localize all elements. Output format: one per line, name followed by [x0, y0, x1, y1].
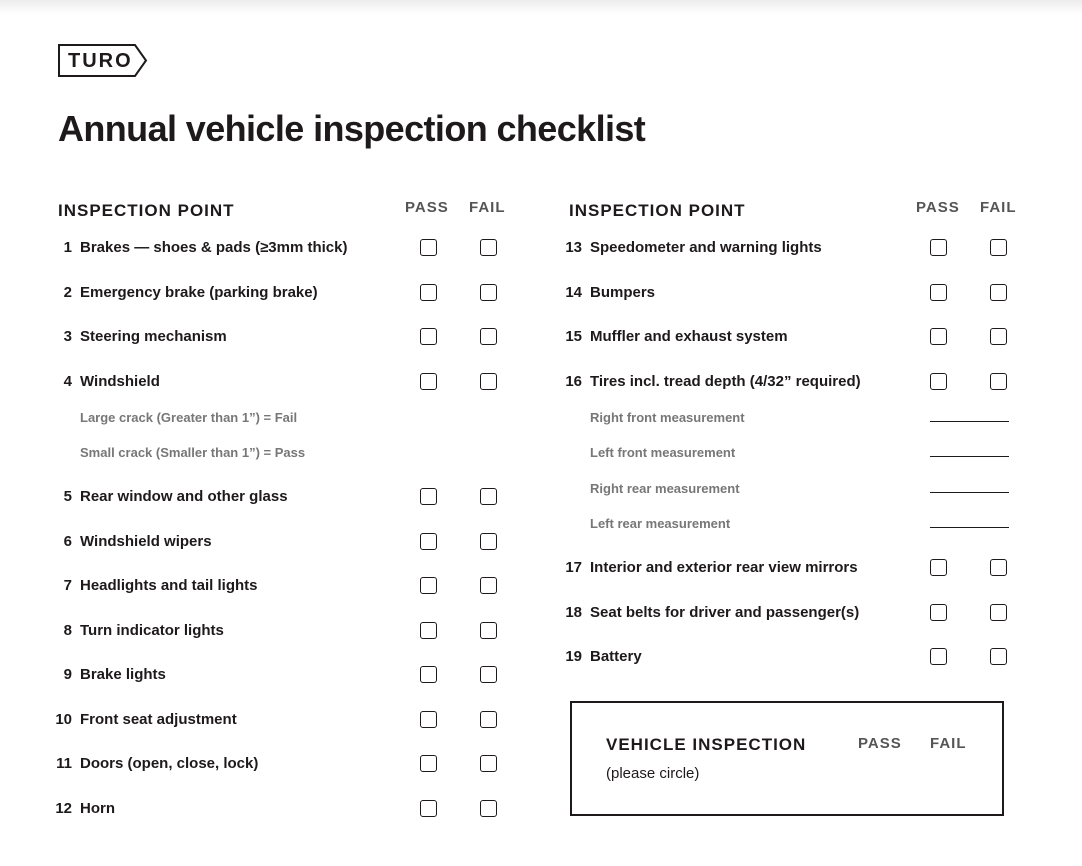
- result-fail-option[interactable]: FAIL: [930, 735, 967, 752]
- item-number: 7: [63, 577, 72, 594]
- item-label: Speedometer and warning lights: [590, 239, 822, 256]
- item-label: Headlights and tail lights: [80, 577, 258, 594]
- item-label: Steering mechanism: [80, 328, 227, 345]
- pass-checkbox[interactable]: [930, 239, 947, 256]
- pass-checkbox[interactable]: [420, 533, 437, 550]
- measurement-entry-line[interactable]: [930, 527, 1009, 528]
- item-label: Front seat adjustment: [80, 711, 237, 728]
- measurement-entry-line[interactable]: [930, 492, 1009, 493]
- checklist-row: [560, 236, 1030, 260]
- page-title: Annual vehicle inspection checklist: [58, 108, 646, 149]
- pass-checkbox[interactable]: [420, 488, 437, 505]
- left-checklist-column: [50, 190, 520, 830]
- item-number: 6: [63, 533, 72, 550]
- logo-text: TURO: [68, 50, 133, 72]
- fail-checkbox[interactable]: [480, 577, 497, 594]
- item-number: 11: [56, 755, 72, 772]
- tire-measurement-label: Left front measurement: [590, 445, 736, 460]
- item-label: Interior and exterior rear view mirrors: [590, 559, 858, 576]
- fail-checkbox[interactable]: [480, 711, 497, 728]
- pass-checkbox[interactable]: [930, 284, 947, 301]
- fail-checkbox[interactable]: [480, 666, 497, 683]
- fail-checkbox[interactable]: [990, 284, 1007, 301]
- vehicle-inspection-result-box: [570, 701, 1004, 816]
- item-number: 19: [565, 648, 582, 665]
- checklist-row: [50, 530, 520, 554]
- fail-header: FAIL: [980, 199, 1017, 216]
- checklist-row: [50, 281, 520, 305]
- checklist-row: [50, 663, 520, 687]
- fail-checkbox[interactable]: [990, 648, 1007, 665]
- tire-measurement-label: Right front measurement: [590, 410, 745, 425]
- checklist-row: [50, 752, 520, 776]
- checklist-row: [50, 574, 520, 598]
- item-label: Muffler and exhaust system: [590, 328, 788, 345]
- item-label: Bumpers: [590, 284, 656, 301]
- windshield-note: Large crack (Greater than 1”) = Fail: [80, 410, 298, 425]
- pass-checkbox[interactable]: [930, 559, 947, 576]
- pass-checkbox[interactable]: [420, 284, 437, 301]
- item-number: 3: [63, 328, 72, 345]
- item-label: Rear window and other glass: [80, 488, 288, 505]
- item-label: Windshield: [80, 373, 160, 390]
- item-label: Horn: [80, 800, 115, 817]
- item-number: 13: [565, 239, 582, 256]
- pass-checkbox[interactable]: [930, 328, 947, 345]
- inspection-point-header: INSPECTION POINT: [58, 201, 235, 220]
- tire-measurement-label: Left rear measurement: [590, 516, 731, 531]
- item-label: Windshield wipers: [80, 533, 212, 550]
- fail-checkbox[interactable]: [990, 239, 1007, 256]
- checklist-row: [560, 325, 1030, 349]
- tire-measurement-label: Right rear measurement: [590, 481, 740, 496]
- checklist-row: [50, 325, 520, 349]
- pass-checkbox[interactable]: [420, 373, 437, 390]
- fail-checkbox[interactable]: [990, 328, 1007, 345]
- checklist-row: [50, 485, 520, 509]
- item-number: 4: [63, 373, 72, 390]
- item-number: 1: [63, 239, 72, 256]
- checklist-row: [560, 281, 1030, 305]
- item-number: 18: [565, 604, 582, 621]
- item-number: 16: [565, 373, 582, 390]
- fail-checkbox[interactable]: [990, 373, 1007, 390]
- pass-checkbox[interactable]: [930, 648, 947, 665]
- fail-checkbox[interactable]: [990, 559, 1007, 576]
- pass-header: PASS: [405, 199, 449, 216]
- checklist-row: [50, 370, 520, 394]
- turo-logo: [58, 44, 148, 77]
- item-number: 15: [565, 328, 582, 345]
- pass-checkbox[interactable]: [420, 755, 437, 772]
- inspection-point-header: INSPECTION POINT: [569, 201, 746, 220]
- pass-checkbox[interactable]: [930, 604, 947, 621]
- item-number: 10: [55, 711, 72, 728]
- item-label: Battery: [590, 648, 642, 665]
- fail-checkbox[interactable]: [990, 604, 1007, 621]
- pass-checkbox[interactable]: [930, 373, 947, 390]
- checklist-row: [50, 619, 520, 643]
- measurement-entry-line[interactable]: [930, 421, 1009, 422]
- checklist-row: [560, 370, 1030, 394]
- fail-checkbox[interactable]: [480, 488, 497, 505]
- measurement-entry-line[interactable]: [930, 456, 1009, 457]
- fail-checkbox[interactable]: [480, 622, 497, 639]
- checklist-row: [50, 236, 520, 260]
- result-instruction: (please circle): [606, 765, 700, 782]
- pass-checkbox[interactable]: [420, 800, 437, 817]
- fail-checkbox[interactable]: [480, 373, 497, 390]
- item-label: Emergency brake (parking brake): [80, 284, 318, 301]
- fail-checkbox[interactable]: [480, 755, 497, 772]
- item-label: Seat belts for driver and passenger(s): [590, 604, 860, 621]
- top-shadow: [0, 0, 1082, 14]
- pass-checkbox[interactable]: [420, 622, 437, 639]
- checklist-row: [560, 556, 1030, 580]
- pass-checkbox[interactable]: [420, 577, 437, 594]
- item-number: 2: [63, 284, 72, 301]
- fail-checkbox[interactable]: [480, 284, 497, 301]
- result-pass-option[interactable]: PASS: [858, 735, 902, 752]
- pass-checkbox[interactable]: [420, 328, 437, 345]
- item-number: 5: [63, 488, 72, 505]
- result-title: VEHICLE INSPECTION: [606, 735, 807, 754]
- item-label: Tires incl. tread depth (4/32” required): [590, 373, 861, 390]
- checklist-row: [50, 708, 520, 732]
- item-number: 14: [565, 284, 582, 301]
- pass-header: PASS: [916, 199, 960, 216]
- item-number: 8: [63, 622, 72, 639]
- windshield-note: Small crack (Smaller than 1”) = Pass: [80, 445, 306, 460]
- fail-header: FAIL: [469, 199, 506, 216]
- item-label: Brake lights: [80, 666, 166, 683]
- pass-checkbox[interactable]: [420, 666, 437, 683]
- fail-checkbox[interactable]: [480, 533, 497, 550]
- item-number: 9: [63, 666, 72, 683]
- item-label: Doors (open, close, lock): [80, 755, 259, 772]
- item-number: 17: [565, 559, 582, 576]
- item-label: Brakes — shoes & pads (≥3mm thick): [80, 239, 348, 256]
- fail-checkbox[interactable]: [480, 800, 497, 817]
- item-label: Turn indicator lights: [80, 622, 224, 639]
- checklist-row: [50, 797, 520, 821]
- fail-checkbox[interactable]: [480, 239, 497, 256]
- pass-checkbox[interactable]: [420, 239, 437, 256]
- checklist-row: [560, 601, 1030, 625]
- fail-checkbox[interactable]: [480, 328, 497, 345]
- item-number: 12: [55, 800, 72, 817]
- checklist-row: [560, 645, 1030, 669]
- pass-checkbox[interactable]: [420, 711, 437, 728]
